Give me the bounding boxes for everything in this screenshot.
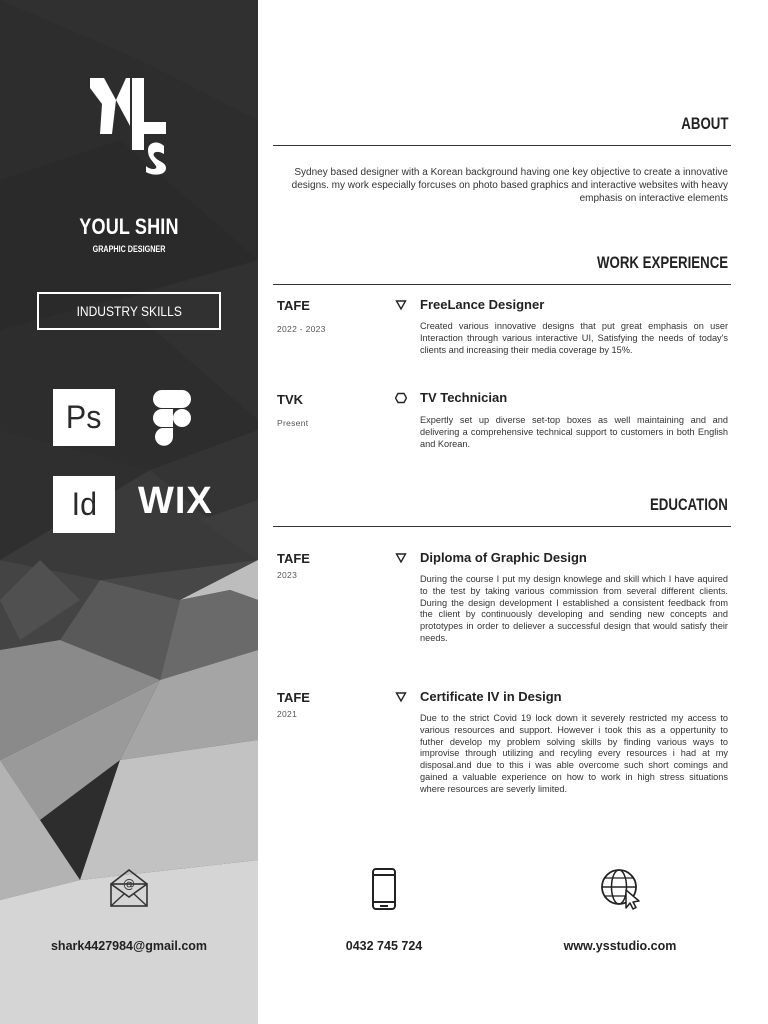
svg-text:@: @ — [123, 877, 135, 891]
phone-number[interactable]: 0432 745 724 — [345, 939, 423, 953]
globe-icon — [600, 868, 642, 910]
education-divider — [273, 526, 731, 527]
triangle-down-icon — [395, 299, 407, 311]
work-title-text: FreeLance Designer — [420, 297, 545, 312]
email-address[interactable]: shark4427984@gmail.com — [50, 939, 208, 953]
about-text: Sydney based designer with a Korean background having one key objective to create a innovative designs. my work especially forcuses on photo based graphics and interactive websites with heavy emphasis on interactive elements — [291, 167, 728, 204]
email-icon — [109, 868, 149, 908]
about-title: ABOUT — [680, 114, 728, 133]
indesign-icon — [53, 476, 115, 533]
education-desc: During the course I put my design knowlege and skill which I have aquired to the test by taking various commission from several different clients. During the design development I established a consistent feedback from the client by continuously developing and sending new concepts and prototypes in order to deliever a successful design that would satisfy their needs. — [420, 574, 728, 643]
triangle-down-icon — [395, 691, 407, 703]
wix-icon: WIX — [138, 480, 213, 522]
work-divider — [273, 284, 731, 285]
work-org: TAFE — [277, 298, 310, 313]
about-divider — [273, 145, 731, 146]
ys-monogram-logo — [86, 76, 172, 176]
education-title: EDUCATION — [650, 495, 728, 514]
triangle-down-icon — [395, 552, 407, 564]
work-desc: Expertly set up diverse set-top boxes as well maintaining and and delivering a comprehensive technical support to customers in both English and Korean. — [420, 415, 728, 449]
phone-icon — [371, 868, 397, 910]
education-org: TAFE — [277, 690, 310, 705]
education-org: TAFE — [277, 551, 310, 566]
work-date: 2022 - 2023 — [277, 324, 326, 334]
work-org: TVK — [277, 392, 303, 407]
industry-skills-label: INDUSTRY SKILLS — [76, 303, 182, 319]
education-date: 2023 — [277, 570, 298, 580]
figma-icon — [153, 390, 193, 446]
work-date: Present — [277, 418, 309, 428]
hexagon-icon — [395, 392, 407, 404]
profile-name: YOUL SHIN — [79, 214, 179, 239]
industry-skills-heading — [37, 292, 221, 330]
education-desc: Due to the strict Covid 19 lock down it severely restricted my access to various resources and support. However i took this as a oppertunity to futher develop my problem solving skills by finding various ways to improvise through utilizing and recyling every resources i had at my disposal.and due to this i was able overcome such short comings and gained a valuable experience on how to work in high stress situations where resources are severly limited. — [420, 713, 728, 794]
work-desc: Created various innovative designs that put great emphasis on user Interaction through various interactive UI, Satisfying the needs of today's clients and increasing their media coverage by 15%. — [420, 321, 728, 355]
indesign-label: Id — [71, 486, 97, 522]
work-title-text: TV Technician — [420, 390, 508, 405]
photoshop-label: Ps — [66, 399, 102, 435]
work-title: WORK EXPERIENCE — [596, 253, 728, 272]
education-date: 2021 — [277, 709, 298, 719]
education-title-text: Diploma of Graphic Design — [420, 550, 587, 565]
website-link[interactable]: www.ysstudio.com — [563, 939, 677, 953]
profile-role: GRAPHIC DESIGNER — [92, 244, 166, 254]
photoshop-icon — [53, 389, 115, 446]
education-title-text: Certificate IV in Design — [420, 689, 562, 704]
